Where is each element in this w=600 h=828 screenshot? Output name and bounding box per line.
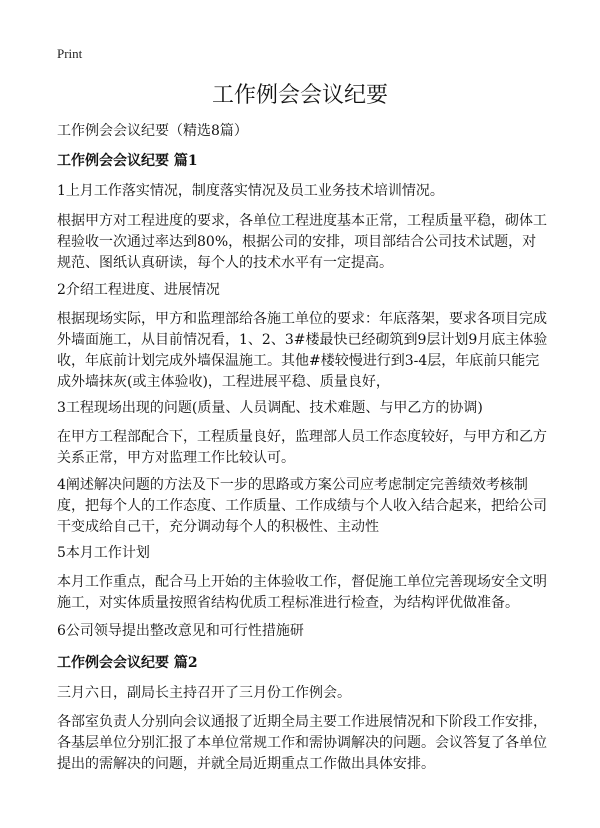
section-heading-1: 工作例会会议纪要 篇1 <box>57 153 198 169</box>
section-heading-2: 工作例会会议纪要 篇2 <box>57 655 198 671</box>
paragraph: 根据甲方对工程进度的要求，各单位工程进度基本正常，工程质量平稳，砌体工程验收一次通过率达到80%，根据公司的安排，项目部结合公司技术试题，对规范、图纸认真研读，每个人的技术水平有一定提高。 <box>57 213 547 271</box>
paragraph: 2介绍工程进度、进展情况 <box>57 282 220 298</box>
paragraph: 各部室负责人分别向会议通报了近期全局主要工作进展情况和下阶段工作安排，各基层单位分别汇报了本单位常规工作和需协调解决的问题。会议答复了各单位提出的需解决的问题，并就全局近期重点工作做出具体安排。 <box>57 714 547 772</box>
paragraph: 4阐述解决问题的方法及下一步的思路或方案公司应考虑制定完善绩效考核制度，把每个人的工作态度、工作质量、工作成绩与个人收入结合起来，把给公司干变成给自己干，充分调动每个人的积极性、主动性 <box>57 477 547 535</box>
page-title: 工作例会会议纪要 <box>211 83 388 108</box>
paragraph: 5本月工作计划 <box>57 545 150 561</box>
subtitle: 工作例会会议纪要（精选8篇） <box>57 123 248 139</box>
paragraph: 三月六日，副局长主持召开了三月份工作例会。 <box>57 685 351 701</box>
paragraph: 3工程现场出现的问题(质量、人员调配、技术难题、与甲乙方的协调) <box>57 400 483 416</box>
paragraph: 6公司领导提出整改意见和可行性措施研 <box>57 623 304 639</box>
paragraph: 本月工作重点，配合马上开始的主体验收工作，督促施工单位完善现场安全文明施工，对实体质量按照省结构优质工程标准进行检查，为结构评优做准备。 <box>57 574 547 611</box>
paragraph: 根据现场实际，甲方和监理部给各施工单位的要求：年底落架，要求各项目完成外墙面施工，从目前情况看，1、2、3#楼最快已经砌筑到9层计划9月底主体验收，年底前计划完成外墙保温施工。其他#楼较慢进行到3-4层，年底前只能完成外墙抹灰(或主体验收)，工程进展平稳、质量良好， <box>57 311 548 390</box>
paragraph: 在甲方工程部配合下，工程质量良好，监理部人员工作态度较好，与甲方和乙方关系正常，甲方对监理工作比较认可。 <box>57 429 547 466</box>
print-link[interactable]: Print <box>57 46 83 61</box>
paragraph: 1上月工作落实情况，制度落实情况及员工业务技术培训情况。 <box>57 183 444 199</box>
